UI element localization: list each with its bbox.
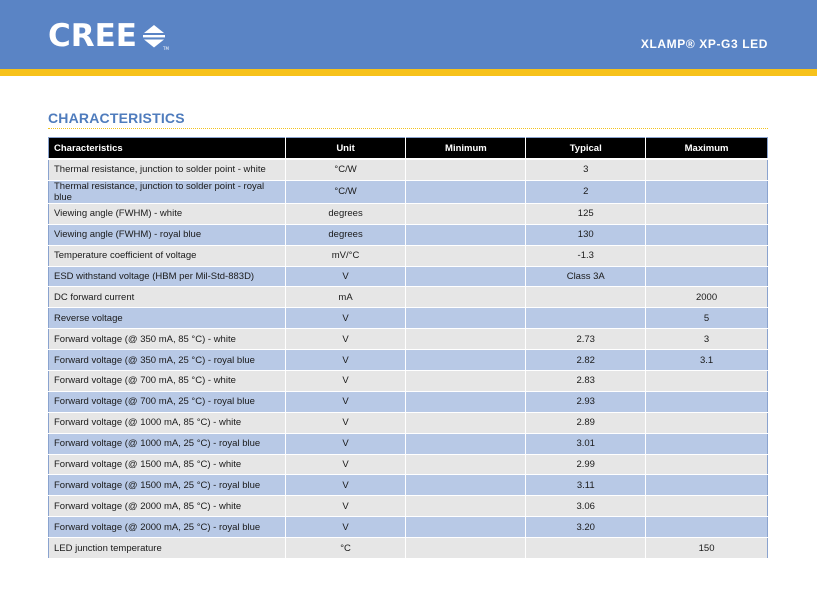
- minimum-cell: [406, 266, 526, 287]
- characteristic-cell: Forward voltage (@ 1500 mA, 25 °C) - royal blue: [49, 475, 286, 496]
- table-row: [49, 180, 768, 203]
- unit-cell: mA: [285, 287, 406, 308]
- unit-cell: V: [285, 517, 406, 538]
- maximum-cell: [646, 371, 768, 392]
- typical-cell: 3: [526, 159, 646, 180]
- maximum-cell: [646, 475, 768, 496]
- table-row: [49, 475, 768, 496]
- typical-cell: Class 3A: [526, 266, 646, 287]
- maximum-cell: 2000: [646, 287, 768, 308]
- unit-cell: V: [285, 266, 406, 287]
- characteristic-cell: Thermal resistance, junction to solder point - white: [49, 159, 286, 180]
- minimum-cell: [406, 433, 526, 454]
- column-header-typical: Typical: [526, 138, 646, 160]
- maximum-cell: [646, 180, 768, 203]
- unit-cell: V: [285, 496, 406, 517]
- typical-cell: 125: [526, 203, 646, 224]
- cree-logo-mark-icon: [141, 21, 167, 51]
- typical-cell: 2.82: [526, 350, 646, 371]
- unit-cell: V: [285, 454, 406, 475]
- page-header: [0, 0, 817, 69]
- typical-cell: 2.89: [526, 412, 646, 433]
- characteristic-cell: ESD withstand voltage (HBM per Mil-Std-883D): [49, 266, 286, 287]
- section-title: CHARACTERISTICS: [48, 110, 185, 126]
- typical-cell: [526, 308, 646, 329]
- table-row: [49, 224, 768, 245]
- column-header-maximum: Maximum: [646, 138, 768, 160]
- minimum-cell: [406, 180, 526, 203]
- characteristic-cell: Forward voltage (@ 1000 mA, 25 °C) - royal blue: [49, 433, 286, 454]
- characteristic-cell: Forward voltage (@ 700 mA, 25 °C) - royal blue: [49, 391, 286, 412]
- unit-cell: °C/W: [285, 180, 406, 203]
- table-row: [49, 266, 768, 287]
- typical-cell: 2.99: [526, 454, 646, 475]
- unit-cell: mV/°C: [285, 245, 406, 266]
- header-accent-stripe: [0, 69, 817, 76]
- unit-cell: V: [285, 391, 406, 412]
- typical-cell: 2.83: [526, 371, 646, 392]
- typical-cell: 130: [526, 224, 646, 245]
- maximum-cell: 3.1: [646, 350, 768, 371]
- typical-cell: 3.06: [526, 496, 646, 517]
- table-row: [49, 203, 768, 224]
- typical-cell: 2.73: [526, 329, 646, 350]
- table-row: [49, 159, 768, 180]
- typical-cell: 3.01: [526, 433, 646, 454]
- minimum-cell: [406, 454, 526, 475]
- minimum-cell: [406, 350, 526, 371]
- table-header-row: [49, 138, 768, 160]
- product-name: XLAMP® XP-G3 LED: [640, 37, 768, 51]
- typical-cell: [526, 538, 646, 559]
- characteristic-cell: Reverse voltage: [49, 308, 286, 329]
- typical-cell: 2.93: [526, 391, 646, 412]
- unit-cell: V: [285, 350, 406, 371]
- characteristic-cell: Forward voltage (@ 2000 mA, 85 °C) - white: [49, 496, 286, 517]
- unit-cell: V: [285, 433, 406, 454]
- characteristic-cell: Viewing angle (FWHM) - white: [49, 203, 286, 224]
- table-row: [49, 433, 768, 454]
- typical-cell: 3.11: [526, 475, 646, 496]
- typical-cell: 3.20: [526, 517, 646, 538]
- minimum-cell: [406, 224, 526, 245]
- minimum-cell: [406, 496, 526, 517]
- column-header-characteristics: Characteristics: [49, 138, 286, 160]
- maximum-cell: [646, 224, 768, 245]
- table-row: [49, 308, 768, 329]
- unit-cell: °C: [285, 538, 406, 559]
- table-row: [49, 245, 768, 266]
- characteristic-cell: Temperature coefficient of voltage: [49, 245, 286, 266]
- unit-cell: degrees: [285, 203, 406, 224]
- unit-cell: V: [285, 371, 406, 392]
- minimum-cell: [406, 371, 526, 392]
- table-row: [49, 287, 768, 308]
- characteristic-cell: DC forward current: [49, 287, 286, 308]
- unit-cell: V: [285, 412, 406, 433]
- maximum-cell: [646, 266, 768, 287]
- minimum-cell: [406, 308, 526, 329]
- maximum-cell: [646, 412, 768, 433]
- cree-logo: [48, 19, 167, 53]
- characteristic-cell: Viewing angle (FWHM) - royal blue: [49, 224, 286, 245]
- maximum-cell: [646, 391, 768, 412]
- minimum-cell: [406, 159, 526, 180]
- minimum-cell: [406, 391, 526, 412]
- column-header-minimum: Minimum: [406, 138, 526, 160]
- unit-cell: degrees: [285, 224, 406, 245]
- characteristic-cell: Forward voltage (@ 700 mA, 85 °C) - white: [49, 371, 286, 392]
- maximum-cell: [646, 159, 768, 180]
- characteristic-cell: Forward voltage (@ 350 mA, 25 °C) - royal blue: [49, 350, 286, 371]
- minimum-cell: [406, 517, 526, 538]
- typical-cell: 2: [526, 180, 646, 203]
- brand-wordmark: CREE: [48, 18, 137, 54]
- table-row: [49, 391, 768, 412]
- minimum-cell: [406, 203, 526, 224]
- minimum-cell: [406, 245, 526, 266]
- characteristic-cell: Forward voltage (@ 1500 mA, 85 °C) - white: [49, 454, 286, 475]
- maximum-cell: 3: [646, 329, 768, 350]
- maximum-cell: [646, 245, 768, 266]
- maximum-cell: 150: [646, 538, 768, 559]
- characteristic-cell: LED junction temperature: [49, 538, 286, 559]
- minimum-cell: [406, 412, 526, 433]
- table-row: [49, 412, 768, 433]
- characteristic-cell: Forward voltage (@ 2000 mA, 25 °C) - royal blue: [49, 517, 286, 538]
- characteristic-cell: Forward voltage (@ 350 mA, 85 °C) - white: [49, 329, 286, 350]
- typical-cell: [526, 287, 646, 308]
- table-row: [49, 329, 768, 350]
- unit-cell: V: [285, 308, 406, 329]
- minimum-cell: [406, 538, 526, 559]
- table-row: [49, 517, 768, 538]
- minimum-cell: [406, 329, 526, 350]
- table-row: [49, 371, 768, 392]
- maximum-cell: [646, 433, 768, 454]
- characteristics-table: [48, 137, 768, 559]
- section-divider: [48, 128, 768, 129]
- svg-text:TM: TM: [162, 46, 169, 51]
- maximum-cell: [646, 496, 768, 517]
- maximum-cell: [646, 517, 768, 538]
- table-row: [49, 454, 768, 475]
- table-row: [49, 496, 768, 517]
- minimum-cell: [406, 287, 526, 308]
- unit-cell: °C/W: [285, 159, 406, 180]
- characteristic-cell: Forward voltage (@ 1000 mA, 85 °C) - white: [49, 412, 286, 433]
- column-header-unit: Unit: [285, 138, 406, 160]
- unit-cell: V: [285, 329, 406, 350]
- table-row: [49, 350, 768, 371]
- typical-cell: -1.3: [526, 245, 646, 266]
- characteristic-cell: Thermal resistance, junction to solder point - royal blue: [49, 180, 286, 203]
- unit-cell: V: [285, 475, 406, 496]
- maximum-cell: [646, 454, 768, 475]
- table-row: [49, 538, 768, 559]
- minimum-cell: [406, 475, 526, 496]
- maximum-cell: [646, 203, 768, 224]
- maximum-cell: 5: [646, 308, 768, 329]
